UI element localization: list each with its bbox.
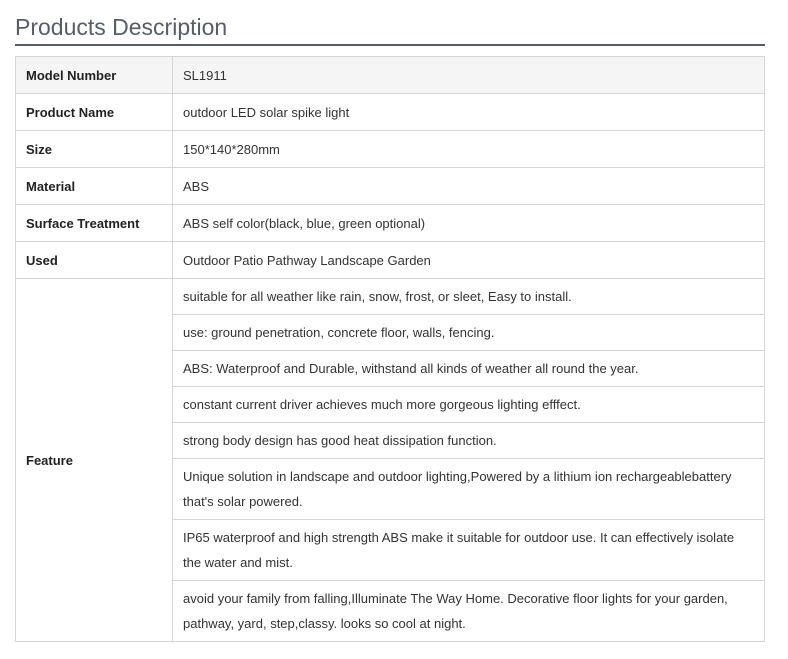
spec-label: Surface Treatment [16,205,173,242]
feature-row [16,279,765,315]
spec-value: outdoor LED solar spike light [173,94,765,131]
feature-item: strong body design has good heat dissipation function. [173,423,765,459]
feature-item: IP65 waterproof and high strength ABS make it suitable for outdoor use. It can effectively isolate the water and mist. [173,520,765,581]
spec-row-size [16,131,765,168]
feature-label: Feature [16,279,173,642]
spec-value: ABS [173,168,765,205]
feature-item: use: ground penetration, concrete floor, walls, fencing. [173,315,765,351]
spec-row-material [16,168,765,205]
spec-row-product-name [16,94,765,131]
spec-value: SL1911 [173,57,765,94]
spec-row-used [16,242,765,279]
spec-value: ABS self color(black, blue, green optional) [173,205,765,242]
feature-item: Unique solution in landscape and outdoor lighting,Powered by a lithium ion rechargeablebattery that's solar powered. [173,459,765,520]
spec-value: Outdoor Patio Pathway Landscape Garden [173,242,765,279]
feature-item: suitable for all weather like rain, snow, frost, or sleet, Easy to install. [173,279,765,315]
spec-label: Size [16,131,173,168]
spec-row-surface-treatment [16,205,765,242]
section-heading [15,13,765,46]
spec-label: Model Number [16,57,173,94]
product-spec-table [15,56,765,642]
feature-item: ABS: Waterproof and Durable, withstand all kinds of weather all round the year. [173,351,765,387]
spec-row-model-number [16,57,765,94]
section-title: Products Description [15,14,228,40]
spec-value: 150*140*280mm [173,131,765,168]
feature-item: constant current driver achieves much more gorgeous lighting efffect. [173,387,765,423]
spec-label: Material [16,168,173,205]
feature-item: avoid your family from falling,Illuminate The Way Home. Decorative floor lights for your garden, pathway, yard, step,classy. looks so cool at night. [173,581,765,642]
spec-label: Product Name [16,94,173,131]
spec-label: Used [16,242,173,279]
